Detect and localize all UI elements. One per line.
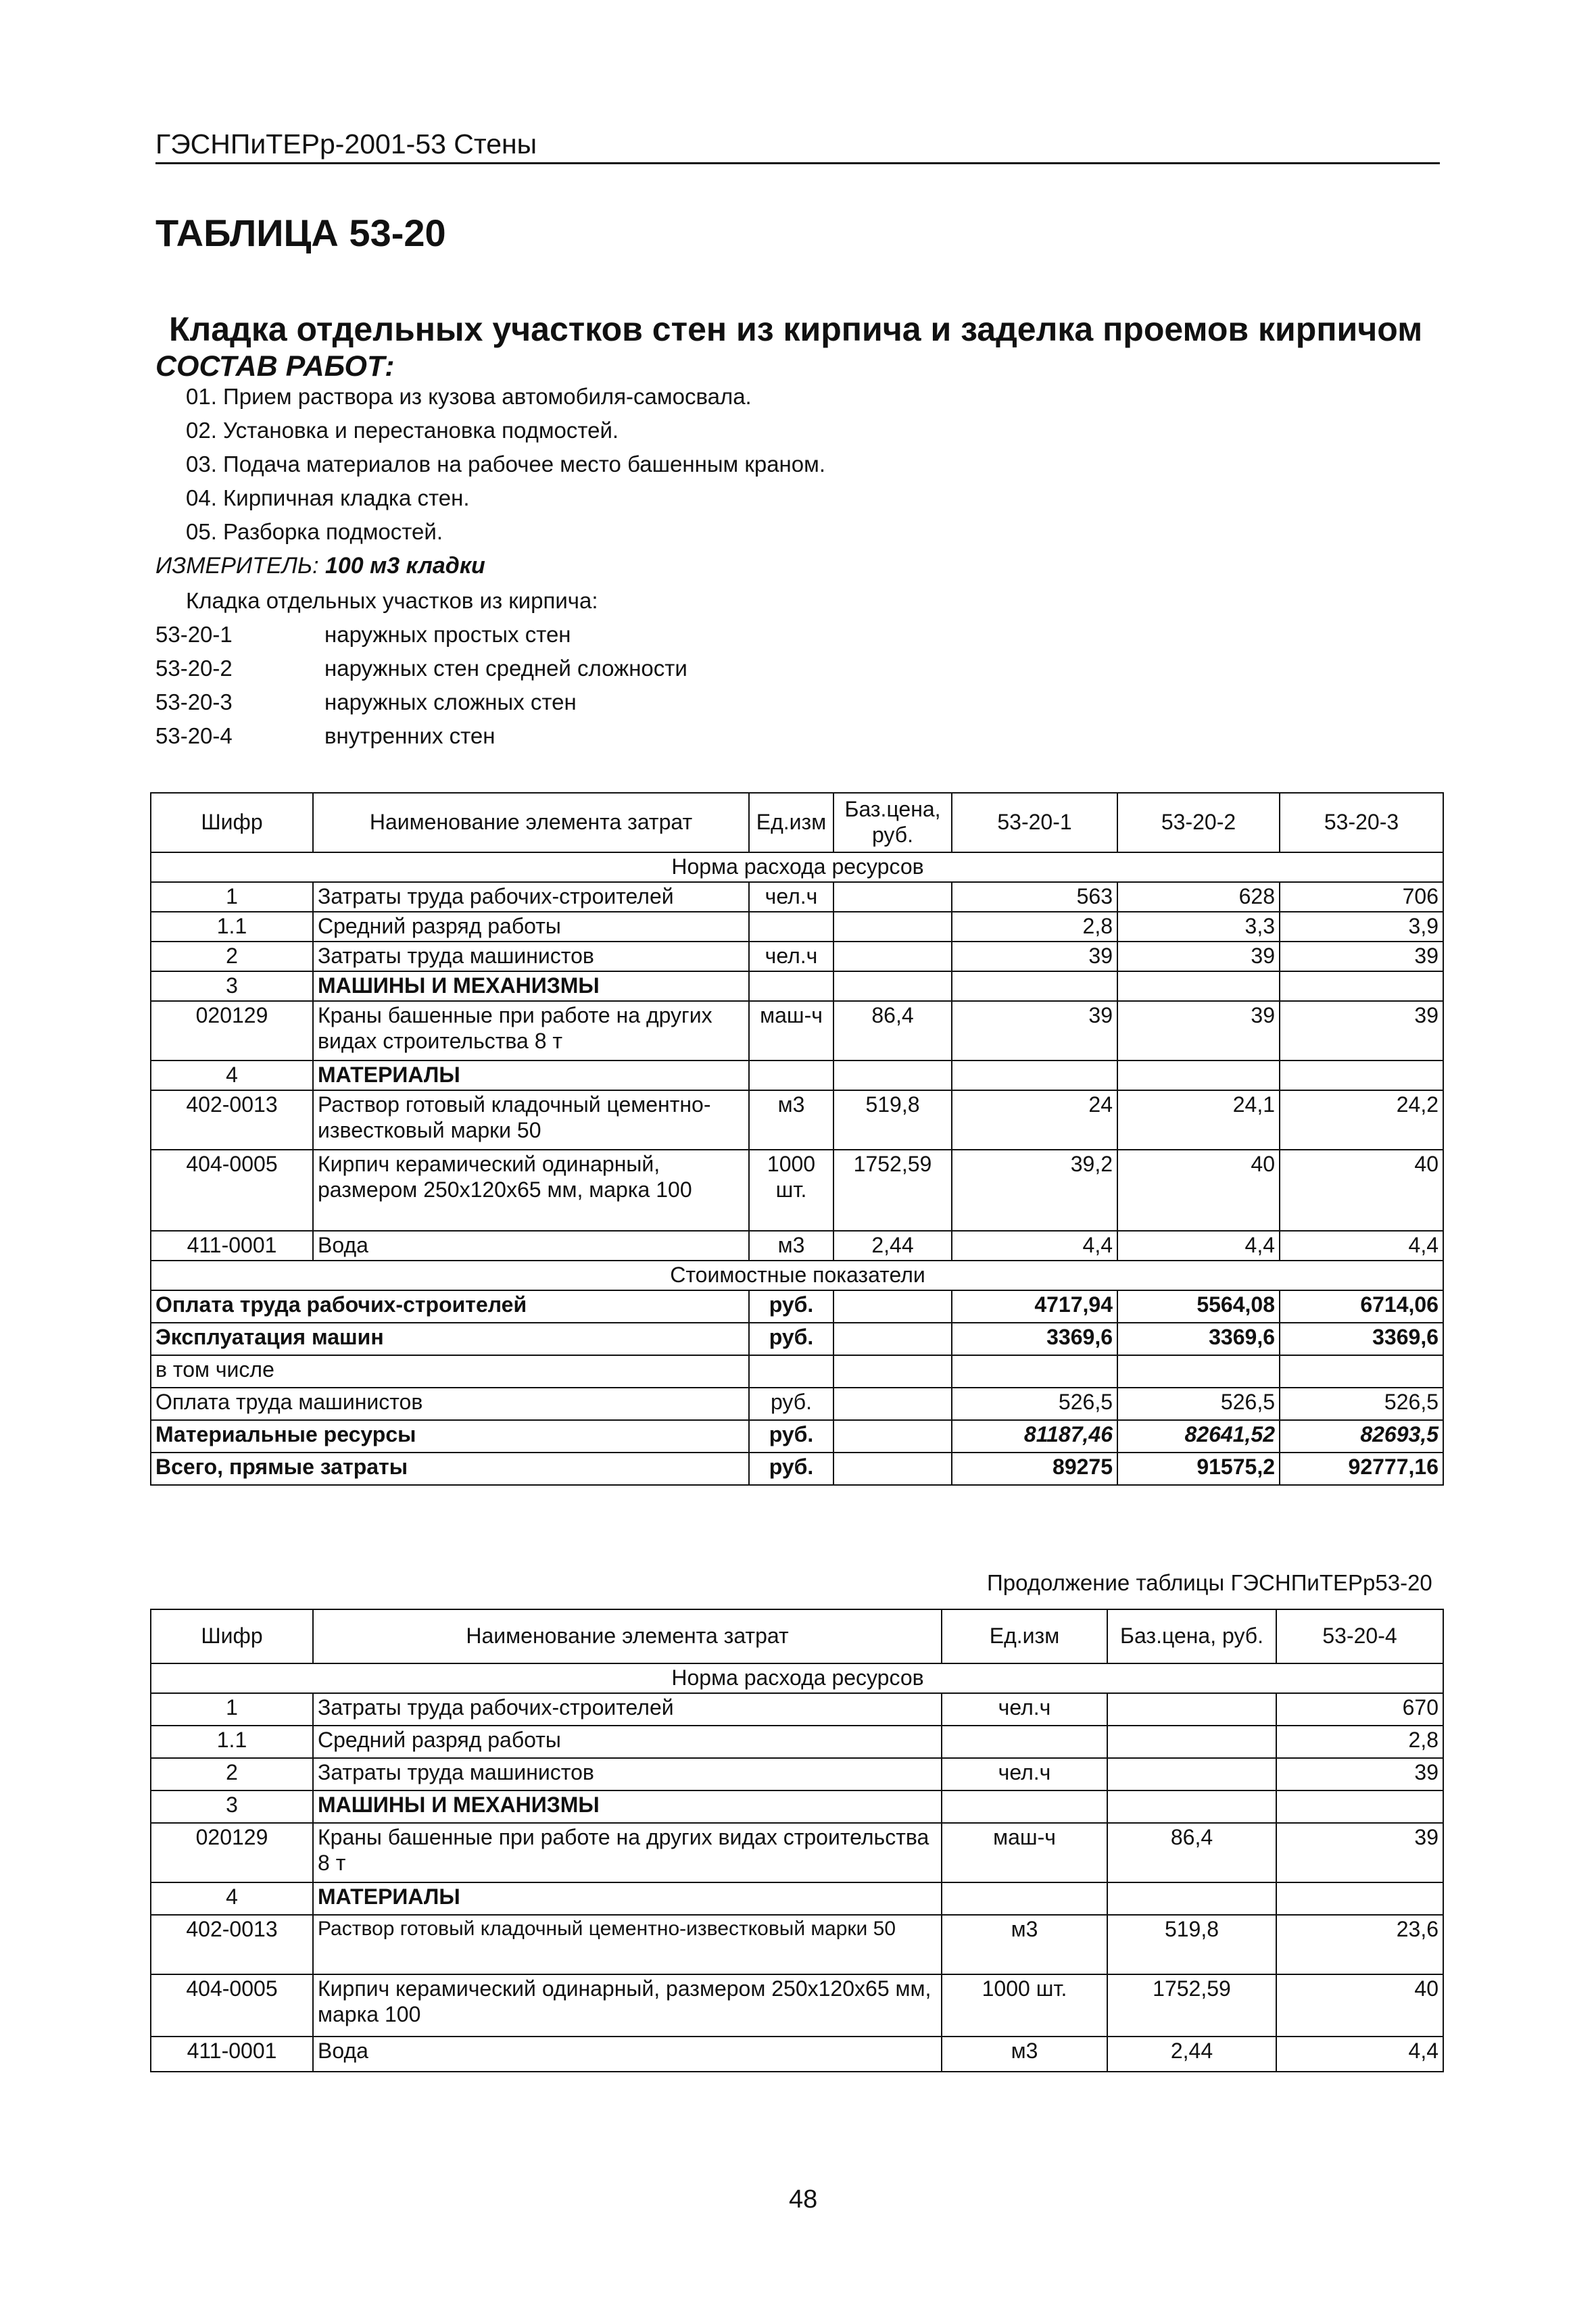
code-text: наружных простых стен <box>324 622 571 647</box>
cell: 5564,08 <box>1117 1290 1280 1323</box>
cost-row <box>151 1388 1443 1420</box>
cell <box>833 971 952 1001</box>
cell <box>942 1726 1107 1758</box>
cell: м3 <box>942 1915 1107 1974</box>
cell: 40 <box>1276 1974 1443 2037</box>
cell: 411-0001 <box>151 2037 313 2072</box>
cell: МАТЕРИАЛЫ <box>313 1061 749 1090</box>
code: 53-20-1 <box>155 622 233 647</box>
table-row <box>151 1823 1443 1882</box>
cell: 3369,6 <box>1117 1323 1280 1355</box>
cell: чел.ч <box>942 1758 1107 1790</box>
measure-value: 100 м3 кладки <box>324 553 485 579</box>
header-cell: Шифр <box>151 1609 313 1663</box>
table-row <box>151 942 1443 971</box>
header-cell: 53-20-4 <box>1276 1609 1443 1663</box>
cell <box>833 1290 952 1323</box>
cell <box>749 1355 833 1388</box>
cell: 4,4 <box>1280 1231 1443 1261</box>
cell: 6714,06 <box>1280 1290 1443 1323</box>
cell <box>942 1790 1107 1823</box>
cell: 39 <box>1280 1001 1443 1061</box>
cell <box>1280 971 1443 1001</box>
table-row <box>151 1150 1443 1231</box>
resource-table-2 <box>150 1609 1444 2072</box>
cell: 24 <box>952 1090 1117 1150</box>
cell <box>833 942 952 971</box>
cell <box>833 1420 952 1453</box>
cell <box>833 1061 952 1090</box>
cell: 89275 <box>952 1453 1117 1485</box>
cell <box>952 1061 1117 1090</box>
cell <box>1117 1061 1280 1090</box>
table-row <box>151 1915 1443 1974</box>
cell: 020129 <box>151 1001 313 1061</box>
code: 53-20-3 <box>155 689 233 714</box>
table-row <box>151 1693 1443 1726</box>
cost-row <box>151 1290 1443 1323</box>
cell: 404-0005 <box>151 1974 313 2037</box>
cell: Затраты труда рабочих-строителей <box>313 1693 942 1726</box>
table-row <box>151 1090 1443 1150</box>
cell: МАТЕРИАЛЫ <box>313 1882 942 1915</box>
cell: Средний разряд работы <box>313 1726 942 1758</box>
cell: 39 <box>1276 1758 1443 1790</box>
cell: Краны башенные при работе на других видах строительства 8 т <box>313 1001 749 1061</box>
cell <box>952 1355 1117 1388</box>
table-row <box>151 912 1443 942</box>
cell: 92777,16 <box>1280 1453 1443 1485</box>
header-cell: 53-20-1 <box>952 793 1117 852</box>
cell: 2,8 <box>952 912 1117 942</box>
cell: 24,2 <box>1280 1090 1443 1150</box>
code-text: внутренних стен <box>324 723 495 748</box>
cell: 23,6 <box>1276 1915 1443 1974</box>
cost-row <box>151 1420 1443 1453</box>
measure-line <box>155 553 485 579</box>
code: 53-20-4 <box>155 723 233 748</box>
cell: 3 <box>151 971 313 1001</box>
cell: 4,4 <box>1117 1231 1280 1261</box>
cell: Кирпич керамический одинарный, размером 250х120х65 мм, марка 100 <box>313 1974 942 2037</box>
cell: 39 <box>952 942 1117 971</box>
code: 53-20-2 <box>155 656 233 681</box>
continuation-label: Продолжение таблицы ГЭСНПиТЕРр53-20 <box>987 1570 1432 1595</box>
cell: 39 <box>1117 942 1280 971</box>
cell: 4 <box>151 1061 313 1090</box>
cell: 86,4 <box>1107 1823 1276 1882</box>
cell: 3,3 <box>1117 912 1280 942</box>
cell: 39,2 <box>952 1150 1117 1231</box>
table-row <box>151 1758 1443 1790</box>
cell: 3369,6 <box>952 1323 1117 1355</box>
running-header: ГЭСНПиТЕРр-2001-53 Стены <box>155 128 537 160</box>
cell: в том числе <box>151 1355 749 1388</box>
cell <box>1117 1355 1280 1388</box>
cell <box>1280 1061 1443 1090</box>
table-row <box>151 1001 1443 1061</box>
cell: 40 <box>1117 1150 1280 1231</box>
table-row <box>151 1974 1443 2037</box>
cell: 4,4 <box>952 1231 1117 1261</box>
table-row <box>151 971 1443 1001</box>
cell: 1 <box>151 882 313 912</box>
header-cell: 53-20-3 <box>1280 793 1443 852</box>
cell: Всего, прямые затраты <box>151 1453 749 1485</box>
cell: 404-0005 <box>151 1150 313 1231</box>
code-text: наружных стен средней сложности <box>324 656 687 681</box>
cell: 4,4 <box>1276 2037 1443 2072</box>
cell: 2 <box>151 942 313 971</box>
table-row <box>151 1726 1443 1758</box>
cost-row <box>151 1355 1443 1388</box>
cell: Затраты труда машинистов <box>313 942 749 971</box>
header-cell: Наименование элемента затрат <box>313 793 749 852</box>
cell: чел.ч <box>749 942 833 971</box>
cell: 2,44 <box>1107 2037 1276 2072</box>
cell: 82693,5 <box>1280 1420 1443 1453</box>
cell: 2 <box>151 1758 313 1790</box>
cell: 81187,46 <box>952 1420 1117 1453</box>
header-rule <box>155 162 1440 164</box>
cell: Вода <box>313 1231 749 1261</box>
norm-label: Норма расхода ресурсов <box>151 1663 1443 1693</box>
cell: Раствор готовый кладочный цементно-известковый марки 50 <box>313 1915 942 1974</box>
cell: Затраты труда машинистов <box>313 1758 942 1790</box>
cell <box>833 1355 952 1388</box>
cell: 1000 шт. <box>942 1974 1107 2037</box>
cell: 82641,52 <box>1117 1420 1280 1453</box>
cell: 3 <box>151 1790 313 1823</box>
cell: руб. <box>749 1420 833 1453</box>
cell: руб. <box>749 1388 833 1420</box>
cell: Затраты труда рабочих-строителей <box>313 882 749 912</box>
cell: Средний разряд работы <box>313 912 749 942</box>
cell: 1752,59 <box>1107 1974 1276 2037</box>
codes-subtitle: Кладка отдельных участков из кирпича: <box>186 588 598 613</box>
table-row <box>151 1882 1443 1915</box>
cell: 020129 <box>151 1823 313 1882</box>
cell: 39 <box>952 1001 1117 1061</box>
cell: руб. <box>749 1453 833 1485</box>
cell <box>1276 1882 1443 1915</box>
header-cell: Ед.изм <box>749 793 833 852</box>
cell <box>1107 1882 1276 1915</box>
cell <box>1107 1790 1276 1823</box>
cell: 519,8 <box>833 1090 952 1150</box>
cell: м3 <box>942 2037 1107 2072</box>
cell: 3,9 <box>1280 912 1443 942</box>
cell <box>833 882 952 912</box>
cell <box>833 1388 952 1420</box>
page-number: 48 <box>789 2185 818 2214</box>
cell: 91575,2 <box>1117 1453 1280 1485</box>
cell <box>749 1061 833 1090</box>
cell: 39 <box>1276 1823 1443 1882</box>
cell: маш-ч <box>942 1823 1107 1882</box>
cell: 86,4 <box>833 1001 952 1061</box>
cell: 402-0013 <box>151 1915 313 1974</box>
cell <box>1276 1790 1443 1823</box>
cell: м3 <box>749 1231 833 1261</box>
cell <box>749 912 833 942</box>
cost-row <box>151 1453 1443 1485</box>
cell: 706 <box>1280 882 1443 912</box>
cell: Эксплуатация машин <box>151 1323 749 1355</box>
header-cell: Ед.изм <box>942 1609 1107 1663</box>
table-row <box>151 2037 1443 2072</box>
table-row <box>151 1231 1443 1261</box>
cell: маш-ч <box>749 1001 833 1061</box>
cell: 3369,6 <box>1280 1323 1443 1355</box>
code-row <box>155 656 687 681</box>
header-cell: Шифр <box>151 793 313 852</box>
cell: 411-0001 <box>151 1231 313 1261</box>
cell: 670 <box>1276 1693 1443 1726</box>
cell: 526,5 <box>1280 1388 1443 1420</box>
cell: руб. <box>749 1290 833 1323</box>
cell <box>833 1453 952 1485</box>
measure-label: ИЗМЕРИТЕЛЬ: <box>155 553 319 579</box>
cost-row <box>151 1323 1443 1355</box>
header-cell: 53-20-2 <box>1117 793 1280 852</box>
cell: 628 <box>1117 882 1280 912</box>
cell <box>1280 1355 1443 1388</box>
code-row <box>155 723 495 749</box>
cell: 1.1 <box>151 912 313 942</box>
cell <box>833 912 952 942</box>
table-row <box>151 1061 1443 1090</box>
cell: 1.1 <box>151 1726 313 1758</box>
cell: 402-0013 <box>151 1090 313 1150</box>
cell: 4 <box>151 1882 313 1915</box>
work-item: 04. Кирпичная кладка стен. <box>186 485 470 510</box>
header-cell: Баз.цена, руб. <box>1107 1609 1276 1663</box>
resource-table-1 <box>150 792 1444 1486</box>
code-row <box>155 622 571 648</box>
cell: 39 <box>1117 1001 1280 1061</box>
cell <box>749 971 833 1001</box>
cell: 519,8 <box>1107 1915 1276 1974</box>
cell: 4717,94 <box>952 1290 1117 1323</box>
work-item: 02. Установка и перестановка подмостей. <box>186 418 619 443</box>
cell: руб. <box>749 1323 833 1355</box>
work-item: 05. Разборка подмостей. <box>186 519 443 544</box>
cell: МАШИНЫ И МЕХАНИЗМЫ <box>313 1790 942 1823</box>
work-item: 01. Прием раствора из кузова автомобиля-самосвала. <box>186 384 752 409</box>
cell: чел.ч <box>942 1693 1107 1726</box>
cell: чел.ч <box>749 882 833 912</box>
code-row <box>155 689 577 715</box>
cell: 39 <box>1280 942 1443 971</box>
cell: Оплата труда машинистов <box>151 1388 749 1420</box>
cost-label: Стоимостные показатели <box>151 1261 1443 1290</box>
cell: Материальные ресурсы <box>151 1420 749 1453</box>
composition-title: СОСТАВ РАБОТ: <box>155 350 395 383</box>
cell: 40 <box>1280 1150 1443 1231</box>
cell: Раствор готовый кладочный цементно-известковый марки 50 <box>313 1090 749 1150</box>
cell <box>833 1323 952 1355</box>
cell: 2,8 <box>1276 1726 1443 1758</box>
cell: 526,5 <box>952 1388 1117 1420</box>
cell <box>942 1882 1107 1915</box>
cell: 1 <box>151 1693 313 1726</box>
cell: Краны башенные при работе на других видах строительства 8 т <box>313 1823 942 1882</box>
cell: Кирпич керамический одинарный, размером 250х120х65 мм, марка 100 <box>313 1150 749 1231</box>
cell: 2,44 <box>833 1231 952 1261</box>
cell: м3 <box>749 1090 833 1150</box>
cell: 563 <box>952 882 1117 912</box>
cell: 1000 шт. <box>749 1150 833 1231</box>
cell <box>1107 1758 1276 1790</box>
norm-label: Норма расхода ресурсов <box>151 852 1443 882</box>
cell: Оплата труда рабочих-строителей <box>151 1290 749 1323</box>
work-item: 03. Подача материалов на рабочее место башенным краном. <box>186 452 825 477</box>
cell: 526,5 <box>1117 1388 1280 1420</box>
cell <box>1107 1693 1276 1726</box>
cell: 1752,59 <box>833 1150 952 1231</box>
cell: Вода <box>313 2037 942 2072</box>
table-title: ТАБЛИЦА 53-20 <box>155 212 446 254</box>
cell <box>952 971 1117 1001</box>
code-text: наружных сложных стен <box>324 689 577 714</box>
cell: МАШИНЫ И МЕХАНИЗМЫ <box>313 971 749 1001</box>
cell: 24,1 <box>1117 1090 1280 1150</box>
cell <box>1107 1726 1276 1758</box>
header-cell: Наименование элемента затрат <box>313 1609 942 1663</box>
header-cell: Баз.цена, руб. <box>833 793 952 852</box>
table-row <box>151 882 1443 912</box>
table-row <box>151 1790 1443 1823</box>
section-title: Кладка отдельных участков стен из кирпича и заделка проемов кирпичом <box>169 310 1423 348</box>
cell <box>1117 971 1280 1001</box>
